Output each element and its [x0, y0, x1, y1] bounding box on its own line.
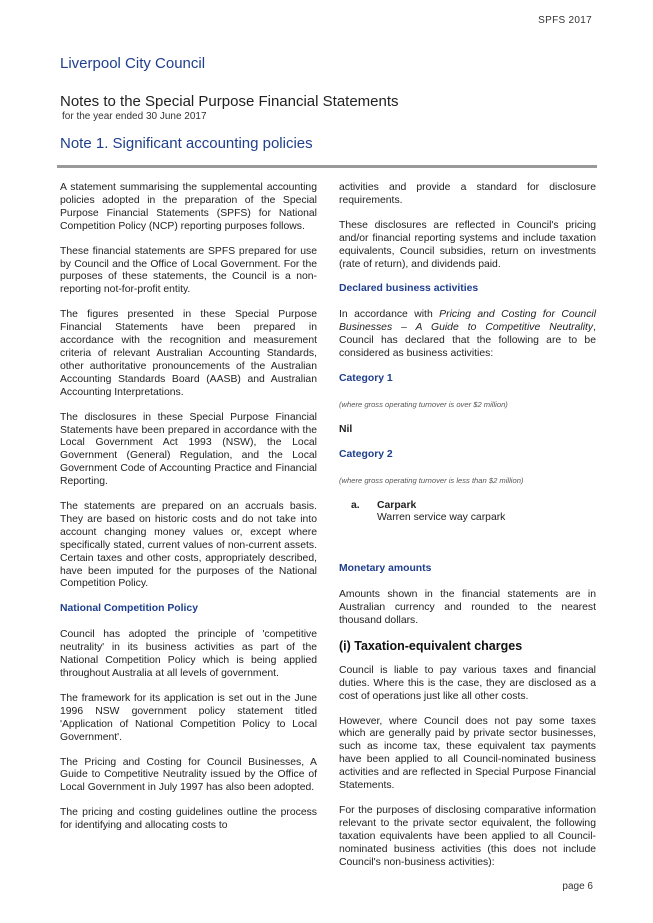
paragraph: The Pricing and Costing for Council Businesses, A Guide to Competitive Neutrality issued by the Office of Local Government in July 1997 has also been adopted. — [60, 756, 317, 794]
paragraph: A statement summarising the supplemental accounting policies adopted in the preparation of the Special Purpose Financial Statements (SPFS) for National Competition Policy (NCP) reporting purposes follows. — [60, 182, 317, 232]
paragraph: The disclosures in these Special Purpose Financial Statements have been prepared in accordance with the Local Government Act 1993 (NSW), the Local Government (General) Regulation, and the Local Government Code of Accounting Practice and Financial Reporting. — [60, 411, 317, 488]
paragraph: For the purposes of disclosing comparative information relevant to the private sector equivalent, the following taxation equivalents have been applied to all Council-nominated business activities (this does not include Council's non-business activities): — [339, 805, 596, 868]
heading-category-1: Category 1 — [339, 372, 393, 384]
paragraph: However, where Council does not pay some taxes which are generally paid by private sector businesses, such as income tax, these equivalent tax payments have been applied to all Council-nominated business activities and are reflected in Special Purpose Financial Statements. — [339, 715, 596, 792]
category-1-note: (where gross operating turnover is over $2 million) — [339, 399, 508, 409]
paragraph: The figures presented in these Special Purpose Financial Statements have been prepared in accordance with the recognition and measurement criteria of relevant Australian Accounting Standards, other authoritative pronouncements of the Australian Accounting Standards Board (AASB) and Australian Accounting Interpretations. — [60, 309, 317, 398]
right-column — [339, 182, 596, 882]
left-column — [60, 182, 317, 845]
guide-title: Pricing and Costing for Council Businesses – A Guide to Competitive Neutrality — [339, 309, 597, 334]
heading-national-competition-policy: National Competition Policy — [60, 603, 198, 615]
item-label: Carpark — [377, 499, 417, 511]
paragraph: activities and provide a standard for disclosure requirements. — [339, 182, 596, 206]
paragraph: Council has adopted the principle of 'competitive neutrality' in its business activities as part of the National Competition Policy which is being applied throughout Australia at all levels of government. — [60, 629, 317, 679]
category-1-value: Nil — [339, 423, 353, 435]
council-name: Liverpool City Council — [60, 55, 206, 72]
section-divider — [57, 165, 597, 168]
page-number: page 6 — [562, 881, 593, 892]
heading-declared-business-activities: Declared business activities — [339, 283, 479, 295]
paragraph: These financial statements are SPFS prepared for use by Council and the Office of Local Government. For the purposes of these statements, the Council is a non-reporting not-for-profit entity. — [60, 245, 317, 296]
paragraph: The statements are prepared on an accruals basis. They are based on historic costs and do not take into account changing money values or, except where specifically stated, current values of non-current assets. Certain taxes and other costs, appropriately described, have been imputed for the purposes of the National Competition Policy. — [60, 501, 317, 590]
heading-monetary-amounts: Monetary amounts — [339, 563, 432, 575]
document-subtitle: for the year ended 30 June 2017 — [62, 111, 207, 122]
paragraph: The pricing and costing guidelines outline the process for identifying and allocating costs to — [60, 807, 317, 832]
document-code: SPFS 2017 — [538, 15, 592, 26]
paragraph: Amounts shown in the financial statements are in Australian currency and rounded to the nearest thousand dollars. — [339, 589, 596, 627]
paragraph: In accordance with Pricing and Costing for Council Businesses – A Guide to Competitive Neutrality, Council has declared that the following are to be considered as business activities: — [339, 309, 597, 360]
document-title: Notes to the Special Purpose Financial Statements — [60, 93, 399, 110]
paragraph: The framework for its application is set out in the June 1996 NSW government policy statement titled 'Application of National Competition Policy to Local Government'. — [60, 692, 317, 743]
heading-category-2: Category 2 — [339, 448, 393, 460]
item-description: Warren service way carpark — [377, 512, 506, 524]
business-activity-item — [351, 500, 596, 526]
category-2-note: (where gross operating turnover is less than $2 million) — [339, 475, 524, 485]
heading-taxation-equivalent-charges: (i) Taxation-equivalent charges — [339, 638, 523, 653]
note-title: Note 1. Significant accounting policies — [60, 135, 313, 152]
paragraph: Council is liable to pay various taxes and financial duties. Where this is the case, they are disclosed as a cost of operations just like all other costs. — [339, 664, 596, 702]
paragraph: These disclosures are reflected in Council's pricing and/or financial reporting systems and include taxation equivalents, Council subsidies, return on investments (rate of return), and dividends paid. — [339, 219, 596, 270]
item-marker: a. — [351, 499, 360, 511]
